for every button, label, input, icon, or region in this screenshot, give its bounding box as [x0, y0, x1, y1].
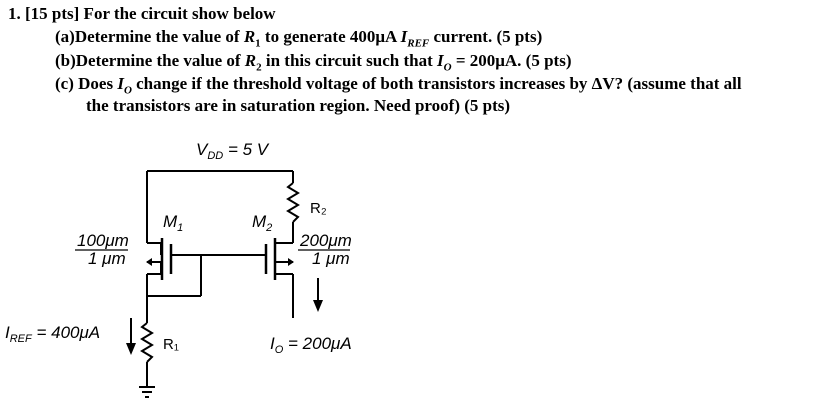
r1-label: R₁: [163, 336, 179, 353]
m1-length: 1 μm: [88, 249, 126, 268]
vdd-label: $V_{DD} = 5$ V: [196, 140, 269, 162]
m2-length: 1 μm: [312, 249, 350, 268]
part-b-var2-sub: O: [443, 61, 452, 74]
part-b-var: R: [244, 51, 257, 70]
io-label: $I_O = 200\mu A$: [270, 334, 352, 356]
r2-resistor: [288, 183, 298, 222]
iref-label: $I_{REF} = 400\mu A$: [5, 323, 101, 345]
part-a-mid: to generate 400μA: [260, 27, 401, 46]
part-b-post: = 200μA. (5 pts): [451, 51, 572, 70]
m2-label: $M_2$: [252, 212, 273, 234]
part-c-continued: the transistors are in saturation region. Need proof) (5 pts): [86, 96, 511, 115]
m1-width: 100μm: [77, 231, 129, 250]
part-c-post: change if the threshold voltage of both transistors increases by ΔV? (assume that all: [131, 74, 742, 93]
part-a-var2-sub: REF: [407, 37, 430, 50]
r1-resistor: [142, 323, 152, 362]
part-a-post: current. (5 pts): [429, 27, 543, 46]
part-b-pre: (b)Determine the value of: [55, 51, 245, 70]
part-c-var: I: [117, 74, 124, 93]
part-c-var-sub: O: [123, 84, 132, 97]
m2-width: 200μm: [300, 231, 352, 250]
part-b-var-sub: 2: [256, 61, 262, 74]
part-b-mid: in this circuit such that: [261, 51, 437, 70]
part-a-var2: I: [400, 27, 408, 46]
problem-title: 1. [15 pts] For the circuit show below: [8, 4, 276, 23]
part-a-pre: (a)Determine the value of: [55, 27, 244, 46]
part-b-var2: I: [437, 51, 444, 70]
part-a-var: R: [243, 27, 256, 46]
part-c-pre: (c) Does: [55, 74, 118, 93]
r2-label: R₂: [310, 200, 327, 217]
part-a-var-sub: 1: [255, 37, 261, 50]
m1-label: $M_1$: [163, 212, 184, 234]
